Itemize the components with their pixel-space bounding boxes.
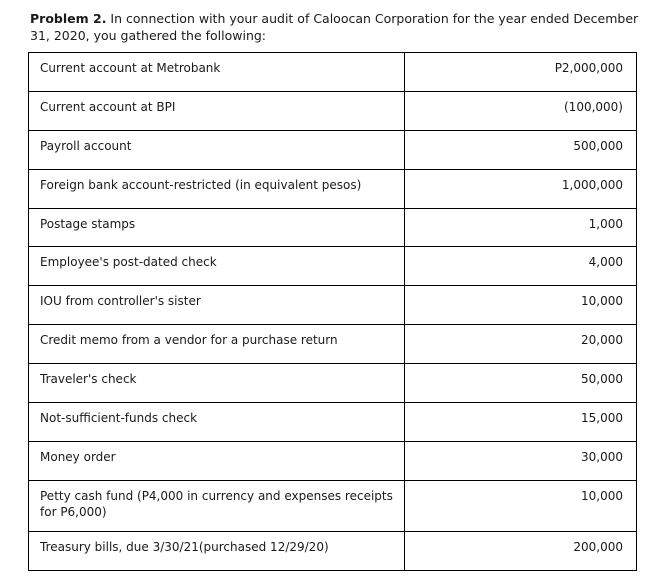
table-row — [29, 480, 637, 531]
item-description: Payroll account — [29, 130, 405, 169]
table-row — [29, 130, 637, 169]
item-amount: 10,000 — [405, 480, 637, 531]
item-amount: (100,000) — [405, 91, 637, 130]
item-description: Not-sufficient-funds check — [29, 403, 405, 442]
item-amount: 30,000 — [405, 441, 637, 480]
table-row — [29, 441, 637, 480]
item-amount: 1,000,000 — [405, 169, 637, 208]
table-row — [29, 208, 637, 247]
item-amount: 20,000 — [405, 325, 637, 364]
problem-text: In connection with your audit of Caloocan Corporation for the year ended December 31, 2020, you gathered the following: — [30, 11, 639, 43]
item-description: Traveler's check — [29, 364, 405, 403]
item-description: Foreign bank account-restricted (in equivalent pesos) — [29, 169, 405, 208]
table-row — [29, 531, 637, 570]
item-amount: 4,000 — [405, 247, 637, 286]
table-row — [29, 403, 637, 442]
table-row — [29, 325, 637, 364]
cash-items-table — [28, 52, 637, 571]
table-row — [29, 364, 637, 403]
problem-statement — [30, 10, 645, 44]
table-row — [29, 247, 637, 286]
table-row — [29, 53, 637, 92]
item-description: Postage stamps — [29, 208, 405, 247]
item-amount: 200,000 — [405, 531, 637, 570]
item-amount: 500,000 — [405, 130, 637, 169]
item-amount: 1,000 — [405, 208, 637, 247]
table-row — [29, 169, 637, 208]
table-row — [29, 286, 637, 325]
item-description: Credit memo from a vendor for a purchase return — [29, 325, 405, 364]
item-description: Treasury bills, due 3/30/21(purchased 12/29/20) — [29, 531, 405, 570]
item-description: Current account at Metrobank — [29, 53, 405, 92]
item-description: Petty cash fund (P4,000 in currency and expenses receipts for P6,000) — [29, 480, 405, 531]
item-description: Money order — [29, 441, 405, 480]
item-amount: 15,000 — [405, 403, 637, 442]
item-amount: P2,000,000 — [405, 53, 637, 92]
item-amount: 10,000 — [405, 286, 637, 325]
table-row — [29, 91, 637, 130]
problem-label: Problem 2. — [30, 11, 107, 26]
item-description: Employee's post-dated check — [29, 247, 405, 286]
item-description: Current account at BPI — [29, 91, 405, 130]
item-amount: 50,000 — [405, 364, 637, 403]
item-description: IOU from controller's sister — [29, 286, 405, 325]
